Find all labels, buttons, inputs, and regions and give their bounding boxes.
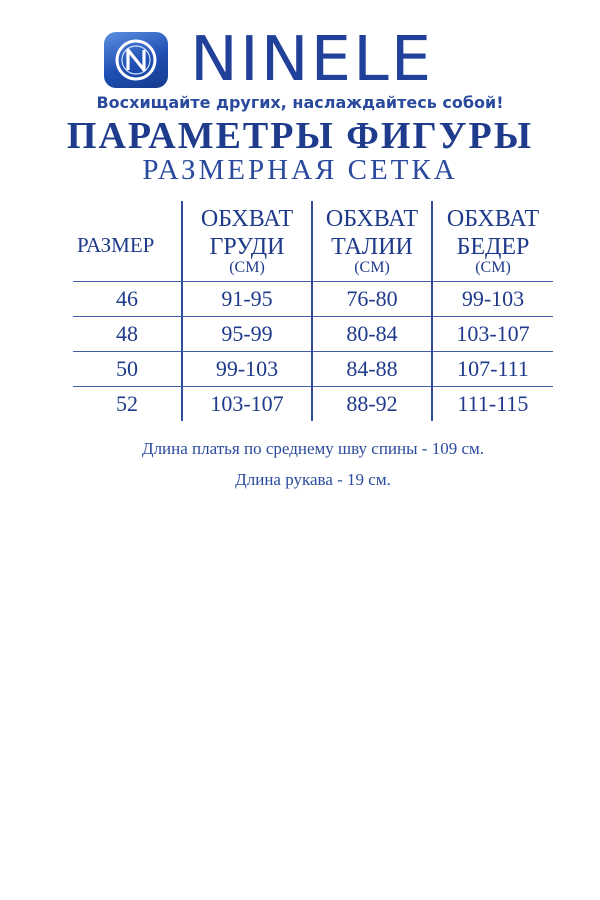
header-line: ТАЛИИ: [331, 234, 413, 260]
chest-cell: 103-107: [182, 386, 312, 421]
table-header-row: [73, 201, 553, 281]
waist-cell: 80-84: [312, 316, 432, 351]
header-unit: (СМ): [354, 259, 390, 276]
table-row: [73, 351, 553, 386]
dress-length-note: Длина платья по среднему шву спины - 109 см.: [141, 439, 485, 458]
brand-logo: [104, 24, 434, 96]
hips-cell: 99-103: [432, 281, 553, 316]
sleeve-length-note: Длина рукава - 19 см.: [235, 470, 391, 489]
column-header-size: РАЗМЕР: [77, 233, 155, 258]
column-header-hips: [432, 201, 553, 281]
waist-cell: 88-92: [312, 386, 432, 421]
header-unit: (СМ): [229, 259, 265, 276]
page-subtitle: РАЗМЕРНАЯ СЕТКА: [142, 154, 458, 186]
brand-tagline: Восхищайте других, наслаждайтесь собой!: [96, 93, 504, 112]
logo-badge-icon: [104, 32, 168, 88]
size-cell: 48: [73, 316, 182, 351]
header-line: ОБХВАТ: [446, 206, 540, 232]
hips-cell: 107-111: [432, 351, 553, 386]
waist-cell: 84-88: [312, 351, 432, 386]
waist-cell: 76-80: [312, 281, 432, 316]
column-header-chest: [182, 201, 312, 281]
table-row: [73, 386, 553, 421]
header-line: БЕДЕР: [456, 234, 530, 260]
size-chart-table: [73, 201, 553, 421]
chest-cell: 95-99: [182, 316, 312, 351]
page-title: ПАРАМЕТРЫ ФИГУРЫ: [66, 115, 534, 157]
chest-cell: 99-103: [182, 351, 312, 386]
table-row: [73, 316, 553, 351]
header-line: ОБХВАТ: [200, 206, 294, 232]
header-unit: (СМ): [475, 259, 511, 276]
column-header-waist: [312, 201, 432, 281]
hips-cell: 111-115: [432, 386, 553, 421]
size-cell: 52: [73, 386, 182, 421]
chest-cell: 91-95: [182, 281, 312, 316]
table-row: [73, 281, 553, 316]
brand-wordmark: NINELE: [190, 24, 434, 96]
size-cell: 50: [73, 351, 182, 386]
header-line: ОБХВАТ: [325, 206, 419, 232]
size-cell: 46: [73, 281, 182, 316]
hips-cell: 103-107: [432, 316, 553, 351]
header-line: ГРУДИ: [209, 234, 285, 260]
